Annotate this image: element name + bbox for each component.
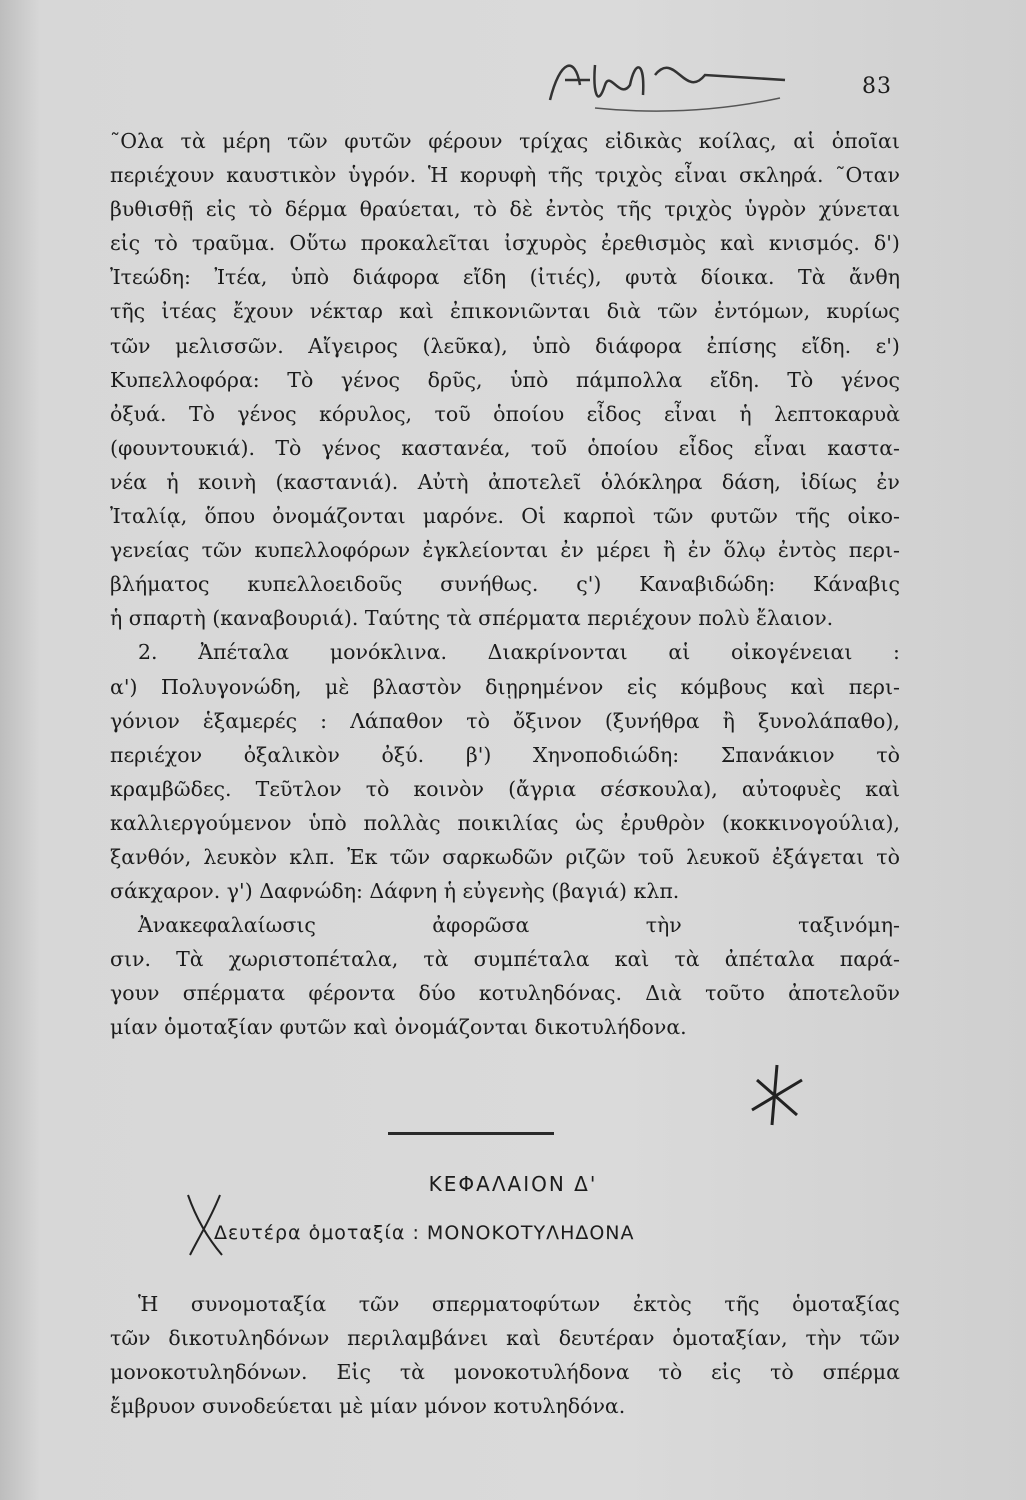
text-line: τῶν δικοτυληδόνων περιλαμβάνει καὶ δευτέραν ὁμοταξίαν, τὴν τῶν [110,1326,900,1351]
text-line: περιέχον ὀξαλικὸν ὀξύ. β') Χηνοποδιώδη: Σπανάκιον τὸ [110,742,900,767]
section-divider [388,1132,554,1135]
handwritten-signature [535,40,795,120]
text-line: Ἡ συνομοταξία τῶν σπερματοφύτων ἐκτὸς τῆς ὁμοταξίας [138,1292,900,1316]
text-line: τῆς ἰτέας ἔχουν νέκταρ καὶ ἐπικονιῶνται διὰ τῶν ἐντόμων, κυρίως [110,299,900,324]
text-line: βυθισθῇ εἰς τὸ δέρμα θραύεται, τὸ δὲ ἐντὸς τῆς τριχὸς ὑγρὸν χύνεται [110,197,900,222]
text-line: α') Πολυγονώδη, μὲ βλαστὸν διῃρημένον εἰς κόμβους καὶ περι- [110,674,900,699]
text-line: περιέχουν καυστικὸν ὑγρόν. Ἡ κορυφὴ τῆς τριχὸς εἶναι σκληρά. ˜Οταν [110,163,900,188]
text-line: σιν. Τὰ χωριστοπέταλα, τὰ συμπέταλα καὶ τὰ ἀπέταλα παρά- [110,947,900,972]
text-line: ἡ σπαρτὴ (καναβουριά). Ταύτης τὰ σπέρματα περιέχουν πολὺ ἔλαιον. [110,606,834,631]
main-text [110,124,900,1045]
text-line: εἰς τὸ τραῦμα. Οὕτω προκαλεῖται ἰσχυρὸς ἐρεθισμὸς καὶ κνισμός. δ') [110,231,900,256]
text-line: μονοκοτυληδόνων. Εἰς τὰ μονοκοτυλήδονα τὸ εἰς τὸ σπέρμα [110,1360,900,1385]
handwritten-star-mark [742,1060,812,1130]
text-line: τῶν μελισσῶν. Αἴγειρος (λεῦκα), ὑπὸ διάφορα ἐπίσης εἴδη. ε') [110,333,900,358]
text-line: ὀξυά. Τὸ γένος κόρυλος, τοῦ ὁποίου εἶδος εἶναι ἡ λεπτοκαρυὰ [110,401,900,426]
text-line: γενείας τῶν κυπελλοφόρων ἐγκλείονται ἐν μέρει ἢ ἐν ὅλῳ ἐντὸς περι- [110,538,900,563]
text-line: Κυπελλοφόρα: Τὸ γένος δρῦς, ὑπὸ πάμπολλα εἴδη. Τὸ γένος [110,367,900,392]
page-number: 83 [862,74,892,99]
text-line: γόνιον ἑξαμερές : Λάπαθον τὸ ὄξινον (ξυνήθρα ἢ ξυνολάπαθο), [110,708,900,733]
text-line: Ἰτεώδη: Ἰτέα, ὑπὸ διάφορα εἴδη (ἰτιές), φυτὰ δίοικα. Τὰ ἄνθη [110,265,900,290]
text-line: κραμβῶδες. Τεῦτλον τὸ κοινὸν (ἄγρια σέσκουλα), αὐτοφυὲς καὶ [110,776,900,801]
text-line: καλλιεργούμενον ὑπὸ πολλὰς ποικιλίας ὡς ἐρυθρὸν (κοκκινογούλια), [110,810,900,835]
text-line: 2. Ἀπέταλα μονόκλινα. Διακρίνονται αἱ οἰκογένειαι : [138,640,900,665]
text-line: (φουντουκιά). Τὸ γένος καστανέα, τοῦ ὁποίου εἶδος εἶναι καστα- [110,435,900,460]
text-line: ἔμβρυον συνοδεύεται μὲ μίαν μόνον κοτυληδόνα. [110,1394,626,1419]
chapter-text [110,1287,900,1423]
text-line: μίαν ὁμοταξίαν φυτῶν καὶ ὀνομάζονται δικοτυλήδονα. [110,1015,687,1040]
text-line: γουν σπέρματα φέροντα δύο κοτυληδόνας. Διὰ τοῦτο ἀποτελοῦν [110,981,900,1006]
text-line: νέα ἡ κοινὴ (καστανιά). Αὐτὴ ἀποτελεῖ ὁλόκληρα δάση, ἰδίως ἐν [110,469,900,494]
text-line: σάκχαρον. γ') Δαφνώδη: Δάφνη ἡ εὐγενὴς (βαγιά) κλπ. [110,879,680,904]
text-line: Ἀνακεφαλαίωσις ἀφορῶσα τὴν ταξινόμη- [138,913,900,938]
chapter-subtitle: Δευτέρα ὁμοταξία : ΜΟΝΟΚΟΤΥΛΗΔΟΝΑ [214,1222,635,1244]
text-line: ξανθόν, λευκὸν κλπ. Ἐκ τῶν σαρκωδῶν ριζῶν τοῦ λευκοῦ ἐξάγεται τὸ [110,844,900,869]
chapter-heading: ΚΕΦΑΛΑΙΟΝ Δ' [428,1172,598,1196]
text-line: ˜Ολα τὰ μέρη τῶν φυτῶν φέρουν τρίχας εἰδικὰς κοίλας, αἱ ὁποῖαι [110,129,900,153]
text-line: Ἰταλίᾳ, ὅπου ὀνομάζονται μαρόνε. Οἱ καρποὶ τῶν φυτῶν τῆς οἰκο- [110,504,900,529]
text-line: βλήματος κυπελλοειδοῦς συνήθως. ς') Καναβιδώδη: Κάναβις [110,572,900,597]
